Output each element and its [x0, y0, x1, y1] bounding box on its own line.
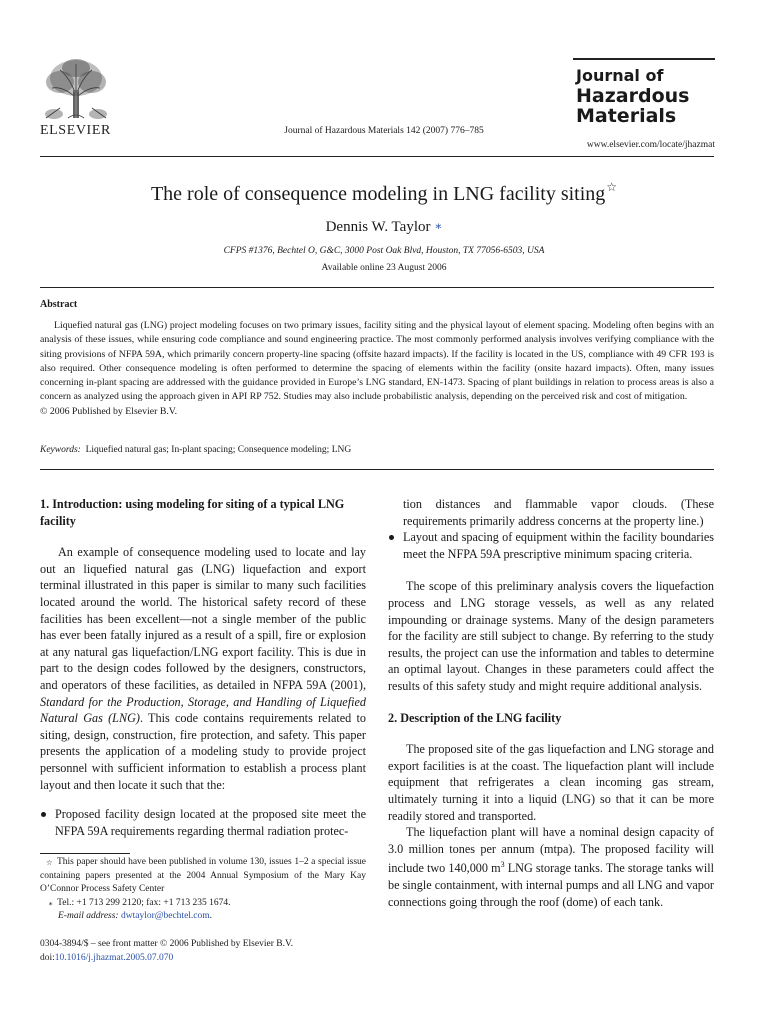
doi-label: doi:: [40, 953, 55, 963]
right-column: [388, 496, 714, 910]
list-item: Layout and spacing of equipment within the facility boundaries meet the NFPA 59A prescriptive minimum spacing criteria.: [388, 529, 714, 562]
journal-logo-line1: Journal of: [576, 66, 664, 85]
section2-paragraph2: [388, 824, 714, 910]
abstract-heading: Abstract: [40, 299, 78, 310]
cubic-superscript: 3: [500, 860, 505, 870]
issn-line: 0304-3894/$ – see front matter © 2006 Published by Elsevier B.V.: [40, 939, 293, 949]
keywords-line: [40, 445, 351, 455]
section2-paragraph2-part2: LNG storage tanks. The storage tanks will be single containment, with internal pumps and all LNG and vapor connections going through the roof (dome) of each tank.: [388, 861, 715, 909]
author-footnote-mark[interactable]: ∗: [434, 219, 443, 233]
journal-logo-rule: [573, 58, 715, 60]
section1-paragraph1-part2: . This code contains requirements related to siting, design, construction, fire protection, and safety. This paper presents the application of a modeling study to provide project personnel with sufficient information to establish a process plant layout and then locate it such that the:: [40, 711, 366, 792]
footnotes: [40, 856, 366, 924]
footnote-1: [40, 856, 366, 897]
footnote-email: E-mail address: dwtaylor@bechtel.com.: [58, 911, 213, 921]
bullet1-continuation: tion distances and flammable vapor clouds. (These requirements primarily address concerns at the property line.): [403, 497, 714, 528]
header-divider: [40, 156, 714, 157]
footnote-divider: [40, 853, 130, 854]
publisher-name: ELSEVIER: [40, 123, 111, 138]
journal-logo: [576, 66, 718, 126]
section2-paragraph2-part1: The liquefaction plant will have a nominal design capacity of 3.0 million tones per annum (mtpa). The proposed facility will include two 140,000 m: [388, 825, 714, 876]
footnote-1-text: This paper should have been published in volume 130, issues 1–2 a special issue containing papers presented at the 2004 Annual Symposium of the Mary Kay O’Connor Process Safety Center: [40, 857, 366, 894]
doi-line: [40, 951, 293, 965]
abstract-body: [40, 319, 714, 419]
footnote-2: [40, 897, 366, 911]
article-title-text: The role of consequence modeling in LNG facility siting: [150, 183, 606, 205]
nfpa-standard-title: Standard for the Production, Storage, and Handling of Liquefied Natural Gas (LNG): [40, 694, 366, 726]
section1-paragraph1-part1: An example of consequence modeling used to locate and lay out an liquefied natural gas (LNG) liquefaction and export terminal illustrated in this paper is similar to many such facilities located around the world. The historical safety record of these facilities has been excellent—not a single member of the public has ever been fatally injured as a result of a spill, fire or explosion at any natural gas liquefaction/LNG export facility. This is due in part to the design codes followed by the designers, constructors, and operators of these facilities, as detailed in NFPA 59A (2001),: [40, 545, 366, 692]
author-line: [0, 219, 768, 236]
journal-logo-line3: Materials: [576, 105, 677, 127]
section1-paragraph1: [40, 544, 366, 793]
footnote-asterisk-mark: ∗: [48, 898, 54, 908]
section1-paragraph2: The scope of this preliminary analysis covers the liquefaction process and LNG storage vessels, as well as any related impounding or drainage systems. Many of the design parameters for the facility are still subject to change. By referring to the study results, the project can use the information and tables to determine an optimal layout. Changes in these parameters could affect the results of this safety study and might require additional analysis.: [388, 579, 714, 693]
available-online-date: Available online 23 August 2006: [321, 263, 447, 273]
email-label: E-mail address:: [58, 911, 119, 921]
elsevier-tree-logo-icon: [38, 56, 114, 122]
journal-url-link[interactable]: www.elsevier.com/locate/jhazmat: [586, 140, 715, 150]
abstract-text: Liquefied natural gas (LNG) project modeling focuses on two primary issues, facility siting and the physical layout of element spacing. Modeling often begins with an analysis of these issues, while ensuring code compliance and sound engineering practice. The most commonly performed analysis involves verifying compliance with the siting provisions of NFPA 59A, which primarily concern property-line spacing (offsite hazard impacts). If the facility is located in the US, compliance with 49 CFR 193 is also required. Other consequence modeling is often performed to determine the spacing of elements within the facility (onsite hazard impacts). Often, many issues concerning in-plant spacing are addressed with the guidance provided in Europe’s LNG standard, EN-1473. Spacing of plant buildings in relation to process areas is also a concern as analyzed using the approach given in API RP 752. Studies may also include probabilistic analysis, depending on the perceived risk and cost of mitigation.: [40, 320, 714, 403]
keywords-label: Keywords:: [40, 445, 81, 455]
list-item: Proposed facility design located at the proposed site meet the NFPA 59A requirements regarding thermal radiation protec-: [40, 806, 366, 839]
section2-paragraph1: The proposed site of the gas liquefaction and LNG storage and export facilities is at the coast. The liquefaction plant will include equipment that refrigerates a clean incoming gas stream, ultimately turning it into a liquid (LNG) so that it can be more readily stored and transported.: [388, 742, 714, 823]
title-footnote-star-icon[interactable]: ☆: [606, 180, 618, 194]
footnote-2-text: Tel.: +1 713 299 2120; fax: +1 713 235 1674.: [57, 897, 231, 908]
section2-heading: 2. Description of the LNG facility: [388, 710, 562, 725]
section1-bullet-list-cont: [388, 529, 714, 562]
doi-link[interactable]: 10.1016/j.jhazmat.2005.07.070: [54, 953, 174, 963]
author-name: Dennis W. Taylor: [325, 219, 431, 235]
abstract-bottom-divider: [40, 469, 714, 470]
journal-logo-line2: Hazardous: [576, 85, 690, 107]
keywords-list: Liquefied natural gas; In-plant spacing; Consequence modeling; LNG: [85, 445, 352, 455]
issn-block: [40, 937, 293, 965]
left-column: [40, 496, 366, 839]
author-affiliation: CFPS #1376, Bechtel O, G&C, 3000 Post Oak Blvd, Houston, TX 77056-6503, USA: [223, 246, 545, 256]
footnote-star-icon: ☆: [46, 858, 53, 867]
abstract-top-divider: [40, 287, 714, 288]
section1-heading: 1. Introduction: using modeling for siting of a typical LNG facility: [40, 497, 345, 528]
journal-citation: Journal of Hazardous Materials 142 (2007) 776–785: [284, 126, 484, 136]
email-link[interactable]: dwtaylor@bechtel.com: [120, 911, 210, 921]
article-title: [0, 180, 768, 206]
section1-bullet-list: [40, 806, 366, 839]
abstract-copyright: © 2006 Published by Elsevier B.V.: [40, 405, 178, 417]
